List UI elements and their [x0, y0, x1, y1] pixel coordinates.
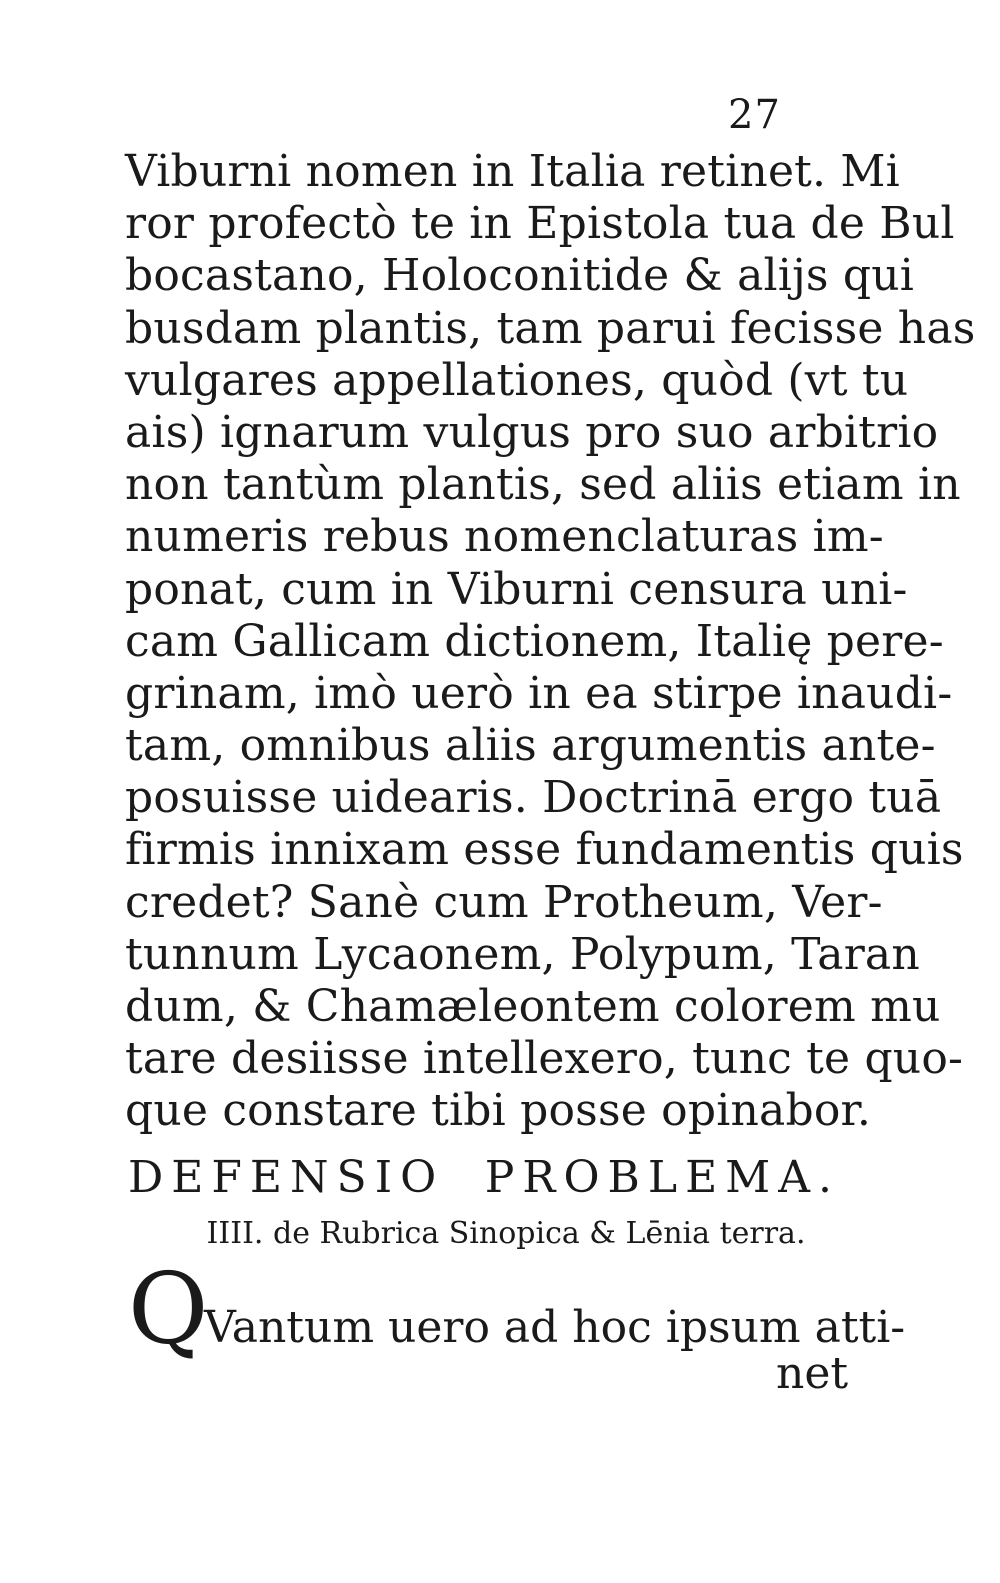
catchword: net	[776, 1348, 849, 1399]
text-line: busdam plantis, tam parui fecisse has	[125, 302, 976, 354]
text-line: tam, omnibus aliis argumentis ante-	[125, 720, 936, 772]
section-subheading: IIII. de Rubrica Sinopica & Lēnia terra.	[206, 1216, 806, 1251]
text-line: posuisse uidearis. Doctrinā ergo tuā	[125, 772, 942, 824]
text-line: tunnum Lycaonem, Polypum, Taran	[125, 928, 920, 980]
text-line: grinam, imò uerò in ea stirpe inaudi-	[125, 667, 953, 719]
section-heading: DEFENSIO PROBLEMA.	[128, 1152, 840, 1203]
text-line: firmis innixam esse fundamentis quis	[125, 824, 964, 876]
text-line: credet? Sanè cum Protheum, Ver-	[125, 876, 883, 928]
text-line: tare desiisse intellexero, tunc te quo-	[125, 1033, 964, 1085]
text-line: que constare tibi posse opinabor.	[125, 1085, 872, 1137]
text-line: bocastano, Holoconitide & alijs qui	[125, 250, 915, 302]
text-line: dum, & Chamæleontem colorem mu	[125, 981, 941, 1032]
drop-cap: Q	[128, 1253, 209, 1367]
opening-paragraph	[128, 1253, 906, 1367]
text-line: ror profectò te in Epistola tua de Bul	[125, 198, 955, 250]
opening-line: Vantum uero ad hoc ipsum atti-	[204, 1302, 906, 1353]
text-line: cam Gallicam dictionem, Italię pere-	[125, 615, 944, 667]
body-text	[125, 146, 976, 1138]
text-line: ponat, cum in Viburni censura uni-	[125, 563, 908, 615]
text-line: ais) ignarum vulgus pro suo arbitrio	[125, 406, 939, 458]
text-line: vulgares appellationes, quòd (vt tu	[125, 354, 909, 406]
text-line: non tantùm plantis, sed aliis etiam in	[125, 459, 961, 511]
text-line: numeris rebus nomenclaturas im-	[125, 511, 884, 563]
text-line: Viburni nomen in Italia retinet. Mi	[125, 146, 900, 197]
page-number: 27	[728, 92, 781, 138]
